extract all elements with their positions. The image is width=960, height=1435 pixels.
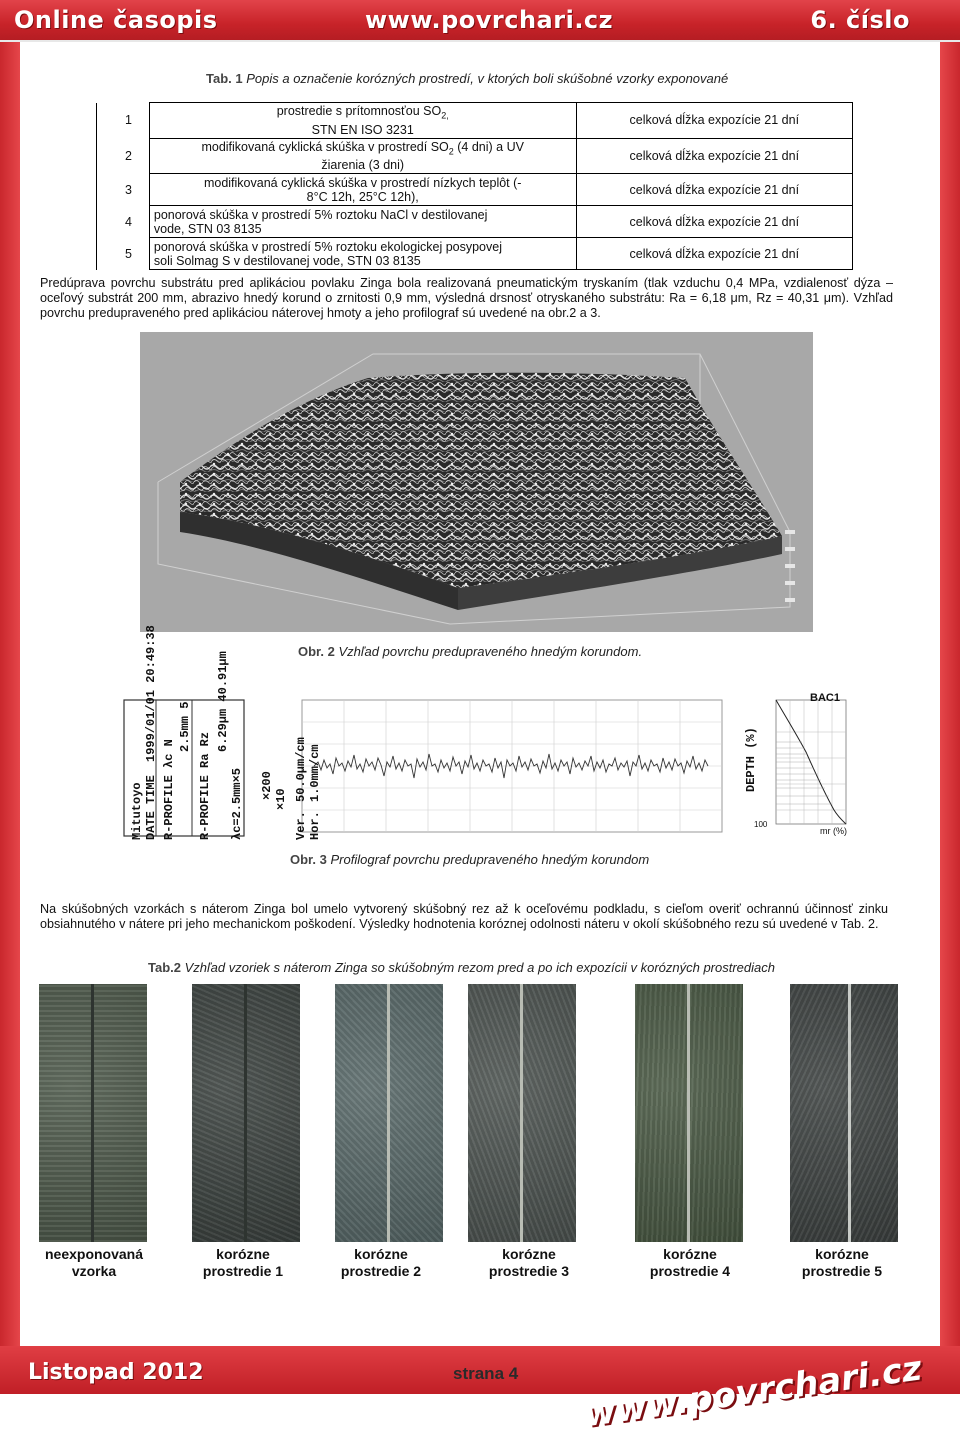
- table-row: [97, 206, 853, 238]
- profile-magnification-2: ×10: [274, 788, 288, 810]
- row-duration: celková dĺžka expozície 21 dní: [576, 103, 852, 139]
- table-row: [97, 138, 853, 174]
- table-row: [97, 238, 853, 270]
- sample-label: korózne prostredie 1: [202, 1246, 284, 1279]
- sample-label: korózne prostredie 4: [649, 1246, 731, 1279]
- profile-lc-note: λc=2.5mm×5: [230, 767, 244, 840]
- fig3-text: Profilograf povrchu predupraveného hnedým korundom: [330, 852, 650, 867]
- test-cut-line: [687, 984, 690, 1242]
- header-magazine-title: Online časopis: [14, 6, 218, 34]
- profile-depth-axis: DEPTH (%): [744, 727, 758, 792]
- profile-code: BAC1: [810, 692, 840, 704]
- profile-scale-hor: 1.0mm/cm: [308, 744, 322, 802]
- row-description: modifikovaná cyklická skúška v prostredí nízkych teplôt (- 8°C 12h, 25°C 12h),: [149, 174, 576, 206]
- header-issue-number: 6. číslo: [810, 6, 910, 34]
- row-duration: celková dĺžka expozície 21 dní: [576, 206, 852, 238]
- footer-page-number: strana 4: [453, 1364, 519, 1383]
- tab2-caption: [148, 960, 775, 975]
- row-description: prostredie s prítomnosťou $SO_{2,}$ STN EN ISO 3231: [149, 103, 576, 139]
- row-number: 2: [97, 138, 150, 174]
- page-content: [20, 44, 940, 1346]
- sample-photo: [790, 984, 898, 1242]
- sample-label: korózne prostredie 2: [340, 1246, 422, 1279]
- sample-photo: [635, 984, 743, 1242]
- paragraph-pretreatment: Predúprava povrchu substrátu pred aplikáciou povlaku Zinga bola realizovaná pneumatickým tryskaním (tlak vzduchu 0,4 MPa, vzdialenosť dýza – oceľový substrát 200 mm, abrazivo hnedý korund o zrnitosti 0,9 mm, výsledná drsnosť otryskaného substrátu: Ra = 6,18 μm, Rz = 40,31 μm). Vzhľad povrchu predupraveného pred aplikáciou náterovej hmoty a jeho profilograf sú uvedené na obr.2 a 3.: [40, 276, 893, 320]
- fig3-caption: [290, 852, 649, 867]
- row-duration: celková dĺžka expozície 21 dní: [576, 238, 852, 270]
- sample-photo: [39, 984, 147, 1242]
- profile-tick-100: 100: [754, 820, 768, 829]
- tab1-caption: [206, 71, 728, 86]
- table-environments: [96, 102, 853, 270]
- tab1-title: Popis a označenie korózných prostredí, v ktorých boli skúšobné vzorky exponované: [246, 71, 729, 86]
- page-header: [0, 0, 960, 42]
- surface-3d-image: [140, 332, 813, 632]
- profile-scale-ver: 50.0μm/cm: [294, 737, 308, 802]
- row-description: ponorová skúška v prostredí 5% roztoku NaCl v destilovanej vode, STN 03 8135: [149, 206, 576, 238]
- row-number: 5: [97, 238, 150, 270]
- sample-photo: [468, 984, 576, 1242]
- sample-label: korózne prostredie 5: [801, 1246, 883, 1279]
- fig3-label: Obr. 3: [290, 852, 327, 867]
- test-cut-line: [387, 984, 390, 1242]
- paragraph-test-cut: Na skúšobných vzorkách s náterom Zinga bol umelo vytvorený skúšobný rez až k oceľovému podkladu, s cieľom overiť ochrannú účinnosť zinku obsiahnutého v nátere pri jeho mechanickom poškodení. Výsledky hodnotenia koróznej odolnosti náteru v okolí skúšobného rezu sú uvedené v Tab. 2.: [40, 902, 888, 931]
- row-number: 1: [97, 103, 150, 139]
- table-row: [97, 174, 853, 206]
- fig2-caption: [298, 644, 642, 659]
- fig2-label: Obr. 2: [298, 644, 335, 659]
- page-footer: [0, 1346, 960, 1435]
- row-number: 3: [97, 174, 150, 206]
- test-cut-line: [848, 984, 851, 1242]
- profile-lc-values: 2.5mm 5: [178, 701, 192, 752]
- footer-issue-date: Listopad 2012: [28, 1360, 204, 1385]
- row-description: ponorová skúška v prostredí 5% roztoku ekologickej posypovej soli Solmag S v destilovanej vode, STN 03 8135: [149, 238, 576, 270]
- row-number: 4: [97, 206, 150, 238]
- profile-ra-rz-values: 6.29μm 40.91μm: [216, 651, 230, 752]
- sample-label: neexponovaná vzorka: [44, 1246, 144, 1279]
- row-description: modifikovaná cyklická skúška v prostredí $SO_2$ (4 dni) a UV žiarenia (3 dni): [149, 138, 576, 174]
- tab2-title: Vzhľad vzoriek s náterom Zinga so skúšobným rezom pred a po ich expozícii v korózných prostrediach: [184, 960, 775, 975]
- table-row: [97, 103, 853, 139]
- row-duration: celková dĺžka expozície 21 dní: [576, 138, 852, 174]
- sample-photo: [335, 984, 443, 1242]
- footer-logo[interactable]: www.povrchari.cz: [581, 1348, 924, 1435]
- row-duration: celková dĺžka expozície 21 dní: [576, 174, 852, 206]
- profile-rprofile-2: R-PROFILE Ra Rz: [198, 731, 212, 840]
- profile-datetime-values: 1999/01/01 20:49:38: [144, 625, 158, 762]
- profile-label-date-time: DATE TIME: [144, 775, 158, 840]
- profile-mr-axis: mr (%): [820, 826, 847, 836]
- profile-magnification: ×200: [260, 771, 274, 800]
- surface-3d-graphic: [140, 332, 813, 632]
- profile-rprofile-1: R-PROFILE λc N: [162, 739, 176, 840]
- tab2-label: Tab.2: [148, 960, 181, 975]
- test-cut-line: [91, 984, 94, 1242]
- frame-left: [0, 0, 20, 1394]
- test-cut-line: [520, 984, 523, 1242]
- sample-label: korózne prostredie 3: [488, 1246, 570, 1279]
- tab1-label: Tab. 1: [206, 71, 243, 86]
- frame-right: [940, 0, 960, 1394]
- profile-ver-label: Ver.: [294, 811, 308, 840]
- header-website[interactable]: www.povrchari.cz: [365, 6, 614, 34]
- fig2-text: Vzhľad povrchu predupraveného hnedým korundom.: [338, 644, 643, 659]
- sample-photo: [192, 984, 300, 1242]
- test-cut-line: [244, 984, 247, 1242]
- profile-label-col1: Mitutoyo: [130, 782, 144, 840]
- profile-hor-label: Hor.: [308, 811, 322, 840]
